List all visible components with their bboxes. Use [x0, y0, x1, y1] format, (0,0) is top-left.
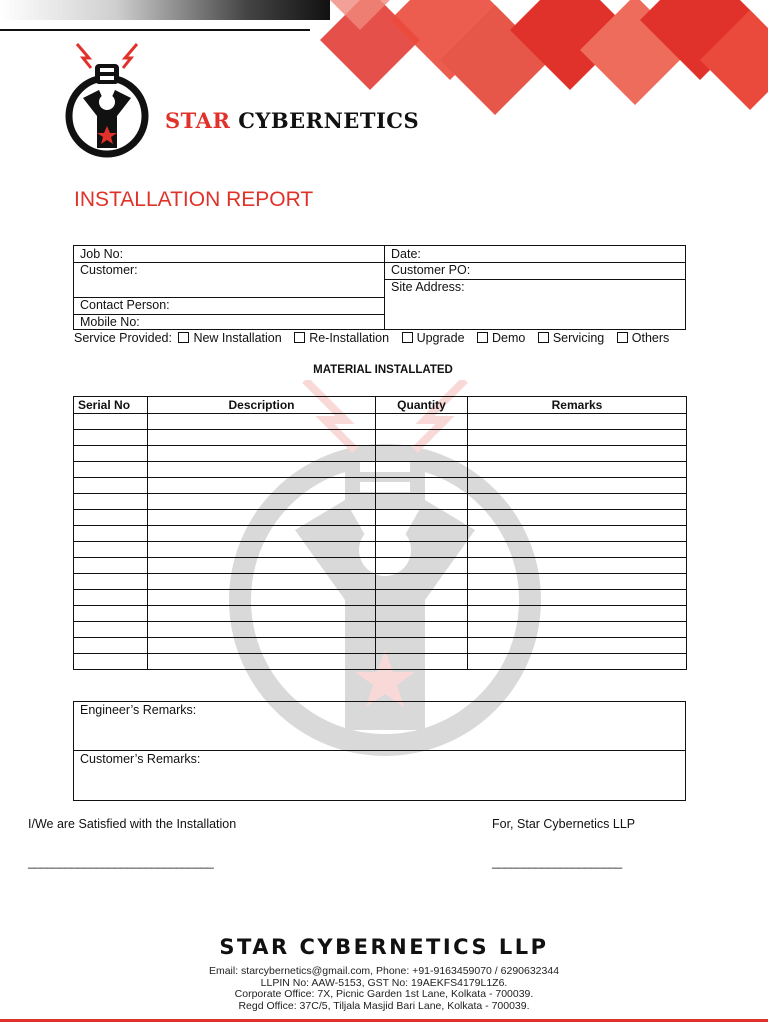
footer-contact-block: [0, 966, 768, 1012]
footer-company-name: STAR CYBERNETICS LLP: [219, 935, 549, 959]
remarks-cell[interactable]: [468, 478, 687, 494]
description-cell[interactable]: [148, 526, 376, 542]
service-option-others[interactable]: Others: [614, 331, 670, 345]
table-row: [74, 526, 687, 542]
table-row: [74, 462, 687, 478]
quantity-cell[interactable]: [376, 606, 468, 622]
remarks-cell[interactable]: [468, 558, 687, 574]
for-company-label: For, Star Cybernetics LLP: [492, 817, 636, 831]
quantity-cell[interactable]: [376, 414, 468, 430]
serial-no-cell[interactable]: [74, 606, 148, 622]
company-signature-line[interactable]: _____________________: [492, 855, 622, 869]
customer-field[interactable]: Customer:: [80, 263, 138, 277]
remarks-cell[interactable]: [468, 542, 687, 558]
serial-no-cell[interactable]: [74, 590, 148, 606]
description-cell[interactable]: [148, 462, 376, 478]
description-cell[interactable]: [148, 654, 376, 670]
description-cell[interactable]: [148, 494, 376, 510]
footer-contact-line: Corporate Office: 7X, Picnic Garden 1st Lane, Kolkata - 700039.: [234, 988, 534, 1000]
header-diamond-pattern: [300, 0, 768, 115]
footer-contact-line: Regd Office: 37C/5, Tiljala Masjid Bari Lane, Kolkata - 700039.: [238, 999, 530, 1012]
service-option-re-installation[interactable]: Re-Installation: [291, 331, 389, 345]
quantity-cell[interactable]: [376, 542, 468, 558]
service-option-new-installation[interactable]: New Installation: [175, 331, 281, 345]
quantity-cell[interactable]: [376, 478, 468, 494]
checkbox-icon[interactable]: [617, 332, 628, 343]
quantity-cell[interactable]: [376, 558, 468, 574]
header-rule: [0, 29, 310, 31]
table-row: [74, 510, 687, 526]
quantity-cell[interactable]: [376, 510, 468, 526]
info-table: [73, 245, 686, 330]
service-provided-row: [74, 331, 675, 345]
table-row: [74, 542, 687, 558]
serial-no-cell[interactable]: [74, 478, 148, 494]
satisfaction-statement: I/We are Satisfied with the Installation: [28, 817, 237, 831]
serial-no-cell[interactable]: [74, 446, 148, 462]
customer-remarks-field[interactable]: Customer’s Remarks:: [80, 752, 201, 766]
header-gradient-bar: [0, 0, 330, 20]
remarks-cell[interactable]: [468, 446, 687, 462]
column-header-serial-no: Serial No: [74, 397, 148, 414]
description-cell[interactable]: [148, 558, 376, 574]
serial-no-cell[interactable]: [74, 430, 148, 446]
mobile-no-field[interactable]: Mobile No:: [80, 315, 140, 329]
description-cell[interactable]: [148, 542, 376, 558]
quantity-cell[interactable]: [376, 590, 468, 606]
serial-no-cell[interactable]: [74, 542, 148, 558]
quantity-cell[interactable]: [376, 654, 468, 670]
date-field[interactable]: Date:: [391, 247, 421, 261]
checkbox-icon[interactable]: [538, 332, 549, 343]
material-title: MATERIAL INSTALLATED: [313, 364, 453, 376]
footer-contact-line: LLPIN No: AAW-5153, GST No: 19AEKFS4179L1Z6.: [260, 976, 508, 989]
checkbox-icon[interactable]: [178, 332, 189, 343]
checkbox-icon[interactable]: [477, 332, 488, 343]
serial-no-cell[interactable]: [74, 462, 148, 478]
footer-contact-line: Email: starcybernetics@gmail.com, Phone: +91-9163459070 / 6290632344: [208, 965, 560, 977]
table-row: [74, 558, 687, 574]
serial-no-cell[interactable]: [74, 622, 148, 638]
remarks-cell[interactable]: [468, 638, 687, 654]
service-option-demo[interactable]: Demo: [474, 331, 525, 345]
table-row: [74, 430, 687, 446]
remarks-cell[interactable]: [468, 430, 687, 446]
brand-name-red: STAR: [165, 108, 231, 133]
serial-no-cell[interactable]: [74, 494, 148, 510]
serial-no-cell[interactable]: [74, 526, 148, 542]
serial-no-cell[interactable]: [74, 558, 148, 574]
serial-no-cell[interactable]: [74, 654, 148, 670]
description-cell[interactable]: [148, 574, 376, 590]
description-cell[interactable]: [148, 606, 376, 622]
brand-name-dark: CYBERNETICS: [238, 108, 420, 133]
description-cell[interactable]: [148, 622, 376, 638]
job-no-field[interactable]: Job No:: [80, 247, 124, 261]
report-title: INSTALLATION REPORT: [74, 188, 314, 211]
quantity-cell[interactable]: [376, 622, 468, 638]
site-address-field[interactable]: Site Address:: [391, 280, 465, 294]
table-row: [74, 478, 687, 494]
service-option-upgrade[interactable]: Upgrade: [399, 331, 465, 345]
material-header-row: [74, 397, 687, 414]
remarks-cell[interactable]: [468, 414, 687, 430]
remarks-box: [73, 701, 686, 801]
table-row: [74, 606, 687, 622]
column-header-quantity: Quantity: [376, 397, 468, 414]
customer-po-field[interactable]: Customer PO:: [391, 263, 471, 277]
remarks-cell[interactable]: [468, 462, 687, 478]
footer-rule: [0, 1019, 768, 1022]
quantity-cell[interactable]: [376, 494, 468, 510]
table-row: [74, 638, 687, 654]
column-header-remarks: Remarks: [468, 397, 687, 414]
service-provided-label: Service Provided:: [74, 331, 172, 345]
engineer-remarks-field[interactable]: Engineer’s Remarks:: [80, 703, 197, 717]
remarks-cell[interactable]: [468, 510, 687, 526]
description-cell[interactable]: [148, 510, 376, 526]
serial-no-cell[interactable]: [74, 574, 148, 590]
remarks-cell[interactable]: [468, 622, 687, 638]
service-option-servicing[interactable]: Servicing: [535, 331, 604, 345]
quantity-cell[interactable]: [376, 462, 468, 478]
checkbox-icon[interactable]: [402, 332, 413, 343]
description-cell[interactable]: [148, 590, 376, 606]
table-row: [74, 494, 687, 510]
quantity-cell[interactable]: [376, 526, 468, 542]
remarks-cell[interactable]: [468, 654, 687, 670]
table-row: [74, 446, 687, 462]
brand-name: [165, 108, 419, 133]
column-header-description: Description: [148, 397, 376, 414]
remarks-cell[interactable]: [468, 494, 687, 510]
customer-signature-line[interactable]: ______________________________: [28, 855, 214, 869]
material-table: [73, 396, 687, 670]
quantity-cell[interactable]: [376, 574, 468, 590]
description-cell[interactable]: [148, 446, 376, 462]
table-row: [74, 590, 687, 606]
contact-person-field[interactable]: Contact Person:: [80, 298, 170, 312]
description-cell[interactable]: [148, 478, 376, 494]
table-row: [74, 574, 687, 590]
serial-no-cell[interactable]: [74, 638, 148, 654]
logo-emblem: [55, 38, 165, 158]
remarks-cell[interactable]: [468, 574, 687, 590]
table-row: [74, 414, 687, 430]
description-cell[interactable]: [148, 414, 376, 430]
table-row: [74, 654, 687, 670]
serial-no-cell[interactable]: [74, 510, 148, 526]
remarks-cell[interactable]: [468, 606, 687, 622]
table-row: [74, 622, 687, 638]
serial-no-cell[interactable]: [74, 414, 148, 430]
description-cell[interactable]: [148, 638, 376, 654]
remarks-cell[interactable]: [468, 526, 687, 542]
quantity-cell[interactable]: [376, 446, 468, 462]
checkbox-icon[interactable]: [294, 332, 305, 343]
description-cell[interactable]: [148, 430, 376, 446]
quantity-cell[interactable]: [376, 430, 468, 446]
remarks-cell[interactable]: [468, 590, 687, 606]
quantity-cell[interactable]: [376, 638, 468, 654]
